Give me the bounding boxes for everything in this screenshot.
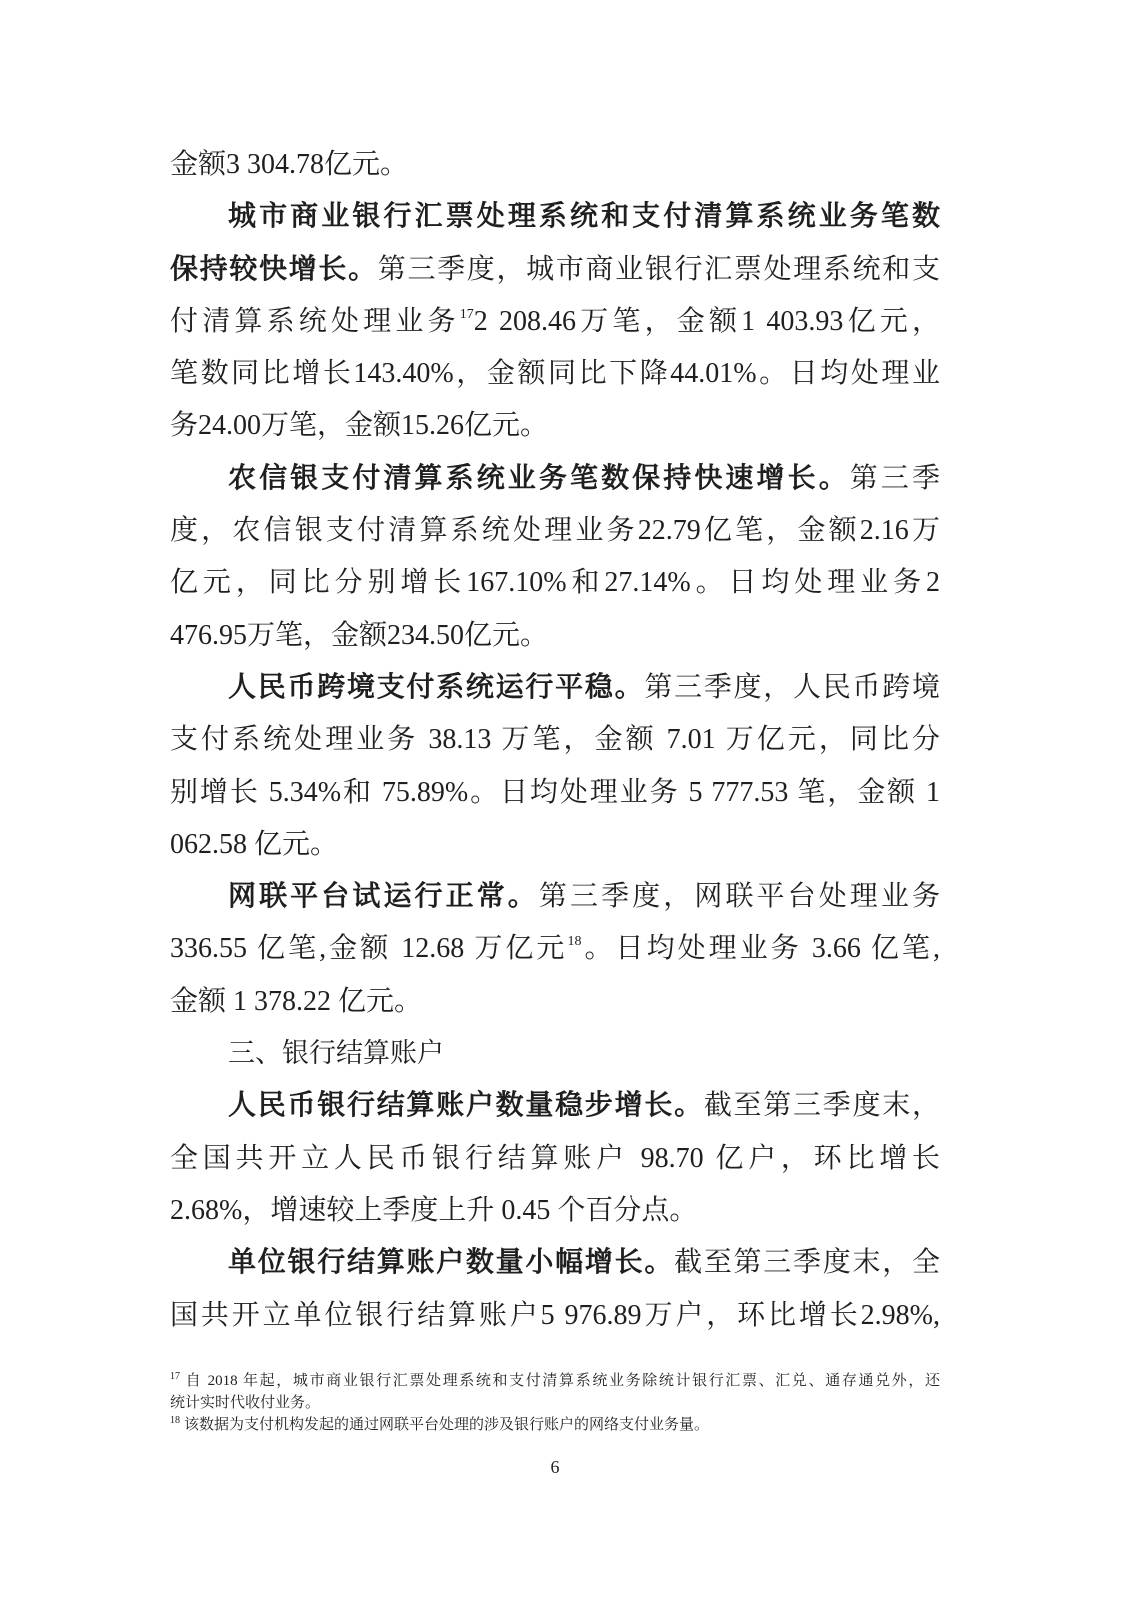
text-line: [170, 1185, 940, 1237]
footnote-line: [170, 1414, 940, 1436]
text-line: [170, 400, 940, 452]
body-text-run: 笔数同比增长143.40%，金额同比下降44.01%。日均处理业: [170, 358, 940, 390]
footnote-text: 统计实时代收付业务。: [170, 1395, 321, 1411]
lead-sentence: 人民币银行结算账户数量稳步增长。: [228, 1090, 704, 1122]
text-line: [170, 610, 940, 662]
footnote-mark: 17: [170, 1371, 180, 1382]
body-text-run: 2 208.46万笔，金额1 403.93亿元，: [473, 305, 940, 337]
body-text-run: 国共开立单位银行结算账户5 976.89万户，环比增长2.98%,: [170, 1299, 940, 1331]
body-text-run: 336.55 亿笔,金额 12.68 万亿元: [170, 933, 568, 965]
body-text-run: 金额3 304.78亿元。: [170, 149, 409, 180]
body-text-run: 2.68%，增速较上季度上升 0.45 个百分点。: [170, 1194, 698, 1226]
body-text-run: 别增长 5.34%和 75.89%。日均处理业务 5 777.53 笔，金额 1: [170, 776, 940, 808]
body-text-run: 第三季度，人民币跨境: [644, 671, 940, 703]
body-text-run: 务24.00万笔，金额15.26亿元。: [170, 410, 549, 442]
text-line: [170, 1290, 940, 1342]
lead-sentence: 单位银行结算账户数量小幅增长。: [228, 1247, 675, 1279]
text-line: [170, 1237, 940, 1289]
footnote-mark: 18: [170, 1415, 180, 1426]
lead-sentence: 网联平台试运行正常。: [228, 881, 539, 913]
body-text-run: 截至第三季度末，: [703, 1090, 940, 1122]
text-line: [170, 767, 940, 819]
text-line: [170, 819, 940, 871]
lead-sentence: 农信银支付清算系统业务笔数保持快速增长。: [228, 462, 850, 494]
text-line: [170, 662, 940, 714]
footnotes: [170, 1370, 940, 1436]
text-line: [170, 453, 940, 505]
text-line: [170, 976, 940, 1028]
body-text-run: 第三季度，网联平台处理业务: [538, 881, 940, 913]
lead-sentence: 保持较快增长。: [170, 253, 378, 285]
body-text-run: 第三季度，城市商业银行汇票处理系统和支: [377, 253, 940, 285]
body-text-run: 第三季: [849, 462, 940, 494]
footnote-ref[interactable]: 18: [567, 934, 582, 950]
body-text: [170, 139, 940, 1342]
footnote-text: 自 2018 年起，城市商业银行汇票处理系统和支付清算系统业务除统计银行汇票、汇兑、通存通兑外，还: [184, 1373, 940, 1389]
body-text-run: 476.95万笔，金额234.50亿元。: [170, 619, 549, 651]
text-line: [170, 244, 940, 296]
footnote-line: [170, 1370, 940, 1392]
body-text-run: 度，农信银支付清算系统处理业务22.79亿笔，金额2.16万: [170, 515, 940, 547]
page-number: 6: [550, 1457, 560, 1477]
text-line: [170, 296, 940, 348]
text-line: [170, 139, 940, 191]
body-text-run: 截至第三季度末，全: [674, 1247, 940, 1279]
lead-sentence: 城市商业银行汇票处理系统和支付清算系统业务笔数: [228, 201, 940, 233]
footnote-text: 该数据为支付机构发起的通过网联平台处理的涉及银行账户的网络支付业务量。: [184, 1417, 710, 1433]
section-heading: 三、银行结算账户: [228, 1038, 444, 1070]
text-line: [170, 505, 940, 557]
footnote-line: [170, 1392, 940, 1414]
text-line: [170, 348, 940, 400]
text-line: [170, 923, 940, 975]
body-text-run: 亿元，同比分别增长167.10%和27.14%。日均处理业务2: [170, 567, 940, 599]
text-line: [170, 714, 940, 766]
text-line: [170, 191, 940, 243]
footnote-ref[interactable]: 17: [459, 306, 474, 322]
text-line: [170, 1133, 940, 1185]
lead-sentence: 人民币跨境支付系统运行平稳。: [228, 671, 645, 703]
text-line: [170, 871, 940, 923]
text-line: [170, 557, 940, 609]
body-text-run: 支付系统处理业务 38.13 万笔，金额 7.01 万亿元，同比分: [170, 724, 940, 756]
body-text-run: 062.58 亿元。: [170, 828, 339, 860]
body-text-run: 。日均处理业务 3.66 亿笔,: [581, 933, 940, 965]
body-text-run: 付清算系统处理业务: [170, 305, 460, 337]
body-text-run: 全国共开立人民币银行结算账户 98.70 亿户，环比增长: [170, 1142, 940, 1174]
body-text-run: 金额 1 378.22 亿元。: [170, 985, 423, 1017]
text-line: [170, 1080, 940, 1132]
